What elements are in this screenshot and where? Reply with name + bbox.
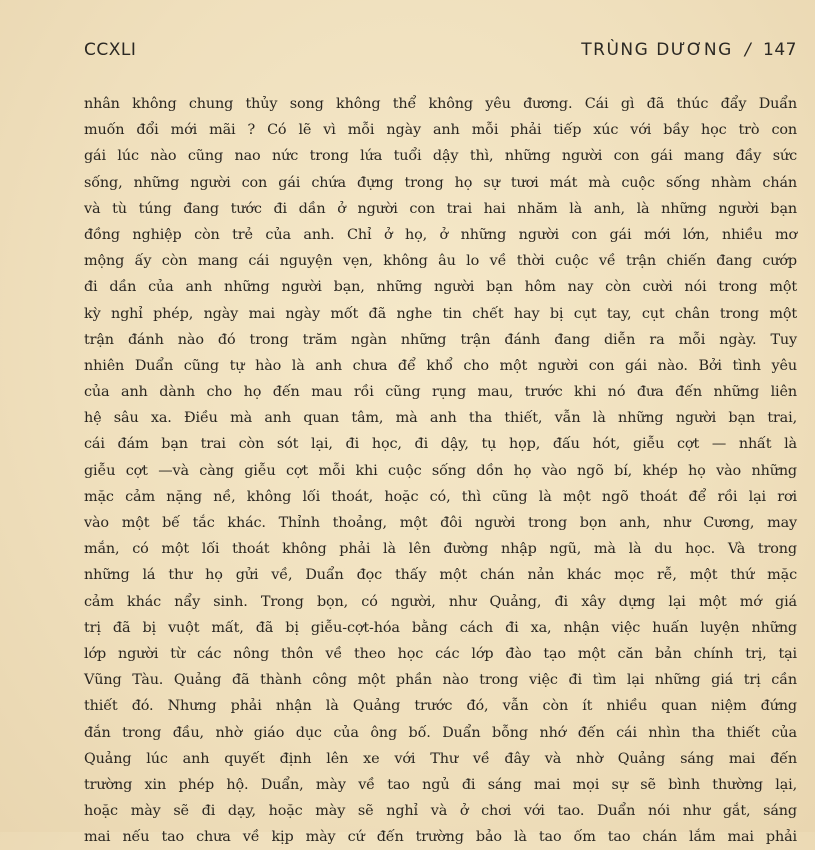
text-line: trường xin phép hộ. Duẩn, mày về tao ngủ đi sáng mai mọi sự sẽ bình thường lại, — [84, 776, 797, 793]
text-line: mặc cảm nặng nề, không lối thoát, hoặc có, thì cũng là một ngõ thoát để rồi lại rơi — [84, 488, 797, 505]
text-line: sống, những người con gái chứa đựng trong họ sự tươi mát mà cuộc sống nhàm chán — [84, 174, 797, 191]
text-line: mắn, có một lối thoát không phải là lên đường nhập ngũ, mà là du học. Và trong — [84, 541, 797, 558]
body-text — [84, 91, 797, 850]
text-line: gái lúc nào cũng nao nức trong lứa tuổi dậy thì, những người con gái mang đầy sức — [84, 148, 797, 165]
text-line: đồng nghiệp còn trẻ của anh. Chỉ ở họ, ở những người con gái mới lớn, nhiều mơ — [84, 226, 797, 243]
text-line: trận đánh nào đó trong trăm ngàn những trận đánh đang diễn ra mỗi ngày. Tuy — [84, 331, 797, 348]
text-line: giễu cợt —và càng giễu cợt mỗi khi cuộc sống dồn họ vào ngõ bí, khép họ vào những — [84, 462, 797, 479]
text-line: của anh dành cho họ đến mau rồi cũng rụng mau, trước khi nó đưa đến những liên — [84, 384, 797, 401]
text-line: đi dần của anh những người bạn, những người bạn hôm nay còn cười nói trong một — [84, 279, 797, 296]
running-head — [581, 40, 797, 60]
text-line: Quảng lúc anh quyết định lên xe với Thư về đây và nhờ Quảng sáng mai đến — [84, 750, 797, 767]
text-line: muốn đổi mới mãi ? Có lẽ vì mỗi ngày anh mỗi phải tiếp xúc với bầy học trò con — [84, 122, 797, 139]
text-line: đắn trong đầu, nhờ giáo dục của ông bố. Duẩn bỗng nhớ đến cái nhìn tha thiết của — [84, 724, 797, 741]
text-line: và tù túng đang tước đi dần ở người con trai hai nhăm là anh, là những người bạn — [84, 200, 797, 217]
text-line: nhân không chung thủy song không thể không yêu đương. Cái gì đã thúc đẩy Duẩn — [84, 96, 797, 112]
text-line: thiết đó. Nhưng phải nhận là Quảng trước đó, vẫn còn ít nhiều quan niệm đứng — [84, 698, 797, 715]
text-line: vào một bế tắc khác. Thỉnh thoảng, một đôi người trong bọn anh, như Cương, may — [84, 515, 797, 531]
text-line: lớp người từ các nông thôn về theo học các lớp đào tạo một căn bản chính trị, tại — [84, 645, 797, 662]
text-line: cái đám bạn trai còn sót lại, đi học, đi dậy, tụ họp, đấu hót, giễu cợt — nhất là — [84, 436, 797, 453]
text-line: mai nếu tao chưa về kịp mày cứ đến trường bảo là tao ốm tao chán lắm mai phải — [84, 829, 797, 846]
text-line: mộng ấy còn mang cái nguyện vẹn, không âu lo về thời cuộc về trận chiến đang cướp — [84, 253, 797, 270]
page-header — [84, 40, 797, 66]
text-line: hoặc mày sẽ đi dạy, hoặc mày sẽ nghỉ và ở chơi với tao. Duẩn nói như gắt, sáng — [84, 803, 797, 820]
text-line: trị đã bị vuột mất, đã bị giễu-cợt-hóa bằng cách đi xa, nhận việc huấn luyện những — [84, 619, 797, 636]
section-number: CCXLI — [84, 40, 137, 60]
text-line: những lá thư họ gửi về, Duẩn đọc thấy một chán nản khác mọc rễ, một thứ mặc — [84, 567, 797, 584]
text-line: Vũng Tàu. Quảng đã thành công một phần nào trong việc đi tìm lại những giá trị cần — [84, 672, 797, 689]
text-line: kỳ nghỉ phép, ngày mai ngày mốt đã nghe tin chết hay bị cụt tay, cụt chân trong một — [84, 305, 797, 322]
text-line: cảm khác nẩy sinh. Trong bọn, có người, như Quảng, đi xây dựng lại một mớ giá — [84, 593, 797, 610]
header-separator: / — [744, 40, 752, 60]
page-number: 147 — [763, 40, 797, 60]
author-name: TRÙNG DƯƠNG — [581, 40, 733, 60]
text-line: hệ sâu xa. Điều mà anh quan tâm, mà anh tha thiết, vẫn là những người bạn trai, — [84, 410, 797, 427]
text-line: nhiên Duẩn cũng tự hào là anh chưa để khổ cho một người con gái nào. Bởi tình yêu — [84, 357, 797, 374]
